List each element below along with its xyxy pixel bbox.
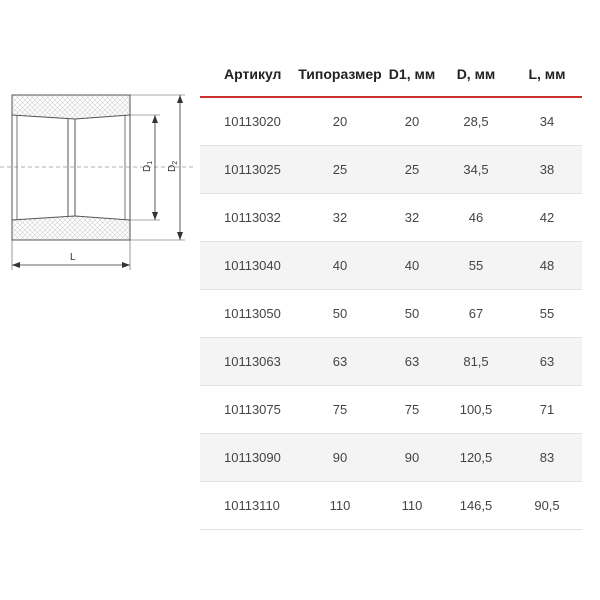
cell-l: 71 — [512, 386, 582, 434]
cell-l: 48 — [512, 242, 582, 290]
l-arrow-left — [12, 262, 20, 268]
coupling-top-wall — [12, 95, 130, 119]
cell-l: 90,5 — [512, 482, 582, 530]
cell-d1: 90 — [384, 434, 440, 482]
table-row — [200, 97, 582, 146]
cell-article: 10113090 — [200, 434, 296, 482]
cell-d1: 40 — [384, 242, 440, 290]
cell-l: 42 — [512, 194, 582, 242]
table-row — [200, 338, 582, 386]
table-row — [200, 146, 582, 194]
cell-d1: 32 — [384, 194, 440, 242]
cell-size: 40 — [296, 242, 384, 290]
cell-l: 38 — [512, 146, 582, 194]
l-arrow-right — [122, 262, 130, 268]
cell-article: 10113075 — [200, 386, 296, 434]
cell-l: 34 — [512, 97, 582, 146]
cell-article: 10113025 — [200, 146, 296, 194]
cell-d: 81,5 — [440, 338, 512, 386]
header-d1: D1, мм — [384, 52, 440, 97]
d1-arrow-bottom — [152, 212, 158, 220]
d2-arrow-bottom — [177, 232, 183, 240]
cell-size: 20 — [296, 97, 384, 146]
cell-size: 32 — [296, 194, 384, 242]
cell-size: 63 — [296, 338, 384, 386]
cell-d: 55 — [440, 242, 512, 290]
cell-size: 25 — [296, 146, 384, 194]
table-row — [200, 386, 582, 434]
table-row — [200, 290, 582, 338]
header-l: L, мм — [512, 52, 582, 97]
cell-l: 63 — [512, 338, 582, 386]
cell-d1: 110 — [384, 482, 440, 530]
header-d: D, мм — [440, 52, 512, 97]
cell-d: 28,5 — [440, 97, 512, 146]
cell-size: 75 — [296, 386, 384, 434]
cell-size: 90 — [296, 434, 384, 482]
dimensions-table — [200, 52, 582, 530]
table-header-row — [200, 52, 582, 97]
d1-label: $D_1$ — [142, 160, 154, 172]
cell-size: 110 — [296, 482, 384, 530]
table-row — [200, 434, 582, 482]
coupling-technical-drawing — [0, 85, 200, 275]
cell-d: 146,5 — [440, 482, 512, 530]
cell-article: 10113040 — [200, 242, 296, 290]
l-label: L — [70, 252, 76, 263]
cell-d1: 75 — [384, 386, 440, 434]
table-row — [200, 482, 582, 530]
cell-d: 34,5 — [440, 146, 512, 194]
header-article: Артикул — [200, 52, 296, 97]
cell-d1: 50 — [384, 290, 440, 338]
table-row — [200, 194, 582, 242]
cell-d1: 63 — [384, 338, 440, 386]
cell-size: 50 — [296, 290, 384, 338]
cell-d: 46 — [440, 194, 512, 242]
cell-d: 67 — [440, 290, 512, 338]
cell-d: 120,5 — [440, 434, 512, 482]
cell-article: 10113110 — [200, 482, 296, 530]
d2-label: $D_2$ — [167, 160, 179, 172]
cell-d1: 25 — [384, 146, 440, 194]
cell-l: 55 — [512, 290, 582, 338]
d2-arrow-top — [177, 95, 183, 103]
cell-d: 100,5 — [440, 386, 512, 434]
cell-article: 10113020 — [200, 97, 296, 146]
cell-d1: 20 — [384, 97, 440, 146]
header-size: Типоразмер — [296, 52, 384, 97]
cell-l: 83 — [512, 434, 582, 482]
d1-arrow-top — [152, 115, 158, 123]
cell-article: 10113050 — [200, 290, 296, 338]
cell-article: 10113063 — [200, 338, 296, 386]
table-row — [200, 242, 582, 290]
coupling-bottom-wall — [12, 216, 130, 240]
cell-article: 10113032 — [200, 194, 296, 242]
